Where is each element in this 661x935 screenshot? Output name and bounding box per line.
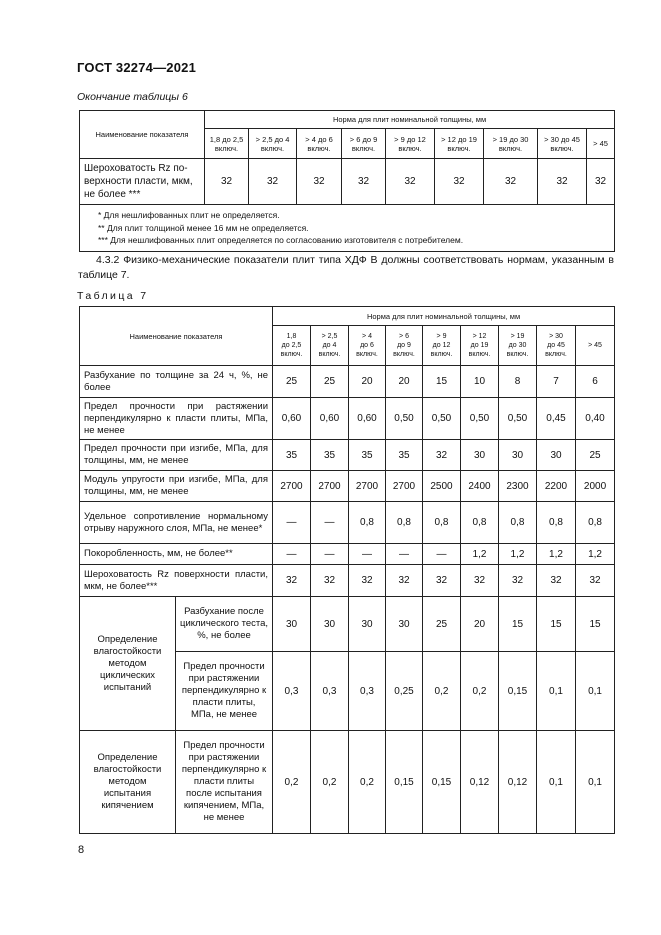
table7-row-name: Удельное сопротивление нормальному отрыву наружного слоя, МПа, не менее*: [80, 502, 273, 544]
table7-row-name: Покоробленность, мм, не более**: [80, 544, 273, 565]
table7-cell: 0,15: [386, 731, 423, 834]
table7-cell: 0,60: [349, 398, 386, 440]
table7-row-name: Разбухание по толщине за 24 ч, %, не более: [80, 366, 273, 398]
table6-row-name: Шероховатость Rz по- верхности пласти, мкм, не более ***: [80, 159, 205, 205]
table7-cell: 15: [499, 597, 537, 652]
table6-note: ** Для плит толщиной менее 16 мм не определяется.: [98, 222, 309, 233]
table7-cell: 35: [273, 440, 311, 471]
table7-cell: 15: [537, 597, 576, 652]
table7-col-header: > 4 до 6 включ.: [349, 326, 386, 366]
table7-cell: 25: [576, 440, 615, 471]
table7-cell: 6: [576, 366, 615, 398]
table7-cell: 15: [423, 366, 461, 398]
table7-cell: 0,15: [499, 652, 537, 731]
table7-col-header: > 6 до 9 включ.: [386, 326, 423, 366]
table7-cell: 32: [423, 440, 461, 471]
table7-row-name: Модуль упругости при изгибе, МПа, для толщины, мм, не менее: [80, 471, 273, 502]
table7-cell: 0,2: [311, 731, 349, 834]
table6-cell: 32: [386, 159, 435, 205]
table6-col-header: > 4 до 6 включ.: [297, 129, 342, 159]
table7-cell: 32: [273, 565, 311, 597]
table6-col-header: > 12 до 19 включ.: [435, 129, 484, 159]
table7-cell: 0,8: [386, 502, 423, 544]
table7-cell: 0,3: [349, 652, 386, 731]
table6-notes: [80, 205, 615, 252]
table7-col-header: 1,8 до 2,5 включ.: [273, 326, 311, 366]
table6-cell: 32: [587, 159, 615, 205]
table7-cell: 30: [349, 597, 386, 652]
table7-cell: —: [423, 544, 461, 565]
table7-cell: 35: [349, 440, 386, 471]
table7-cell: 0,8: [349, 502, 386, 544]
table7-cell: 0,50: [386, 398, 423, 440]
table7-cell: 0,15: [423, 731, 461, 834]
table7-cell: 0,1: [537, 731, 576, 834]
table7-cell: —: [311, 544, 349, 565]
table7-cell: 1,2: [537, 544, 576, 565]
table6-norm-header: Норма для плит номинальной толщины, мм: [205, 111, 615, 129]
table7-col-header: > 12 до 19 включ.: [461, 326, 499, 366]
table7-cell: 0,25: [386, 652, 423, 731]
table7-cell: —: [386, 544, 423, 565]
table7-cell: 0,8: [423, 502, 461, 544]
table7-cell: 20: [386, 366, 423, 398]
table7-cell: 1,2: [461, 544, 499, 565]
table7-col-header: > 30 до 45 включ.: [537, 326, 576, 366]
table7-cell: 0,2: [461, 652, 499, 731]
table7-cell: 2500: [423, 471, 461, 502]
table7-cell: 0,8: [576, 502, 615, 544]
table7-norm-header: Норма для плит номинальной толщины, мм: [273, 307, 615, 326]
table6-cell: 32: [297, 159, 342, 205]
table7-cell: 0,8: [461, 502, 499, 544]
table7-cell: 0,1: [537, 652, 576, 731]
table7-cell: 25: [273, 366, 311, 398]
table7-cell: 32: [423, 565, 461, 597]
table7-cell: 32: [311, 565, 349, 597]
table7-col-header: > 19 до 30 включ.: [499, 326, 537, 366]
table7-cell: 2700: [311, 471, 349, 502]
table7-cell: 25: [311, 366, 349, 398]
table7-cell: —: [349, 544, 386, 565]
table7-cell: 0,2: [349, 731, 386, 834]
table7-cell: 2200: [537, 471, 576, 502]
table7-cell: 0,1: [576, 652, 615, 731]
table7-cell: 2700: [273, 471, 311, 502]
table7-cell: 32: [386, 565, 423, 597]
table6-note: * Для нешлифованных плит не определяется.: [98, 210, 280, 220]
table7-cell: 20: [349, 366, 386, 398]
table6-col-header: 1,8 до 2,5 включ.: [205, 129, 249, 159]
table7-col-header: > 45: [576, 326, 615, 366]
table6-col-header: > 30 до 45 включ.: [538, 129, 587, 159]
table7-subrow-name: Предел прочности при растяжении перпендикулярно к пласти плиты после испытания кипячением, МПа, не менее: [176, 731, 273, 834]
table7-row-name: Предел прочности при растяжении перпендикулярно к пласти плиты, МПа, не менее: [80, 398, 273, 440]
table7-name-header: Наименование показателя: [80, 307, 273, 366]
table7-cell: 7: [537, 366, 576, 398]
table7-cell: 30: [273, 597, 311, 652]
table7-cell: 30: [311, 597, 349, 652]
table7-cell: 0,60: [273, 398, 311, 440]
table7-cell: 32: [499, 565, 537, 597]
table7-cell: 20: [461, 597, 499, 652]
table7-cell: 0,3: [311, 652, 349, 731]
table7-col-header: > 9 до 12 включ.: [423, 326, 461, 366]
table7-cell: 0,1: [576, 731, 615, 834]
table7-cell: 2300: [499, 471, 537, 502]
table7-cell: 2000: [576, 471, 615, 502]
table7-cell: 1,2: [576, 544, 615, 565]
section-paragraph: 4.3.2 Физико-механические показатели плит типа ХДФ В должны соответствовать нормам, указанным в таблице 7.: [78, 254, 614, 281]
table6-col-header: > 2,5 до 4 включ.: [249, 129, 297, 159]
table6-col-header: > 45: [587, 129, 615, 159]
table7-cell: 2700: [349, 471, 386, 502]
table7-cell: 30: [537, 440, 576, 471]
table7-row-name: Предел прочности при изгибе, МПа, для толщины, мм, не менее: [80, 440, 273, 471]
table6-note: *** Для нешлифованных плит определяется по согласованию изготовителя с потребителем.: [98, 235, 464, 245]
table7-cell: 0,8: [499, 502, 537, 544]
table7-cell: 25: [423, 597, 461, 652]
table7-cell: 2400: [461, 471, 499, 502]
table7-subrow-name: Разбухание после циклического теста, %, не более: [176, 597, 273, 652]
table7-cell: —: [311, 502, 349, 544]
table7-cell: 8: [499, 366, 537, 398]
table6-col-header: > 19 до 30 включ.: [484, 129, 538, 159]
table7-caption: Таблица 7: [77, 290, 149, 302]
table7-cell: 2700: [386, 471, 423, 502]
table7-cell: 0,50: [423, 398, 461, 440]
table6-cell: 32: [342, 159, 386, 205]
table6-col-header: > 9 до 12 включ.: [386, 129, 435, 159]
table7-col-header: > 2,5 до 4 включ.: [311, 326, 349, 366]
table6-cell: 32: [205, 159, 249, 205]
table7-cell: 10: [461, 366, 499, 398]
document-header-title: ГОСТ 32274—2021: [77, 60, 196, 75]
table7-cell: 0,60: [311, 398, 349, 440]
table7-cell: 0,45: [537, 398, 576, 440]
table7-subrow-name: Предел прочности при растяжении перпендикулярно к пласти плиты, МПа, не менее: [176, 652, 273, 731]
table7-cell: —: [273, 502, 311, 544]
table7-group-name: Определение влагостойкости методом циклических испытаний: [80, 597, 176, 731]
table7-cell: 0,40: [576, 398, 615, 440]
table7-cell: 0,2: [273, 731, 311, 834]
table7-group-name: Определение влагостойкости методом испытания кипячением: [80, 731, 176, 834]
table7-cell: 30: [461, 440, 499, 471]
table7-cell: 35: [311, 440, 349, 471]
table7-cell: —: [273, 544, 311, 565]
table7-cell: 0,50: [461, 398, 499, 440]
table7-cell: 15: [576, 597, 615, 652]
table6-cell: 32: [538, 159, 587, 205]
table6-col-header: > 6 до 9 включ.: [342, 129, 386, 159]
table6-cell: 32: [435, 159, 484, 205]
page-number: 8: [78, 844, 85, 856]
table7-cell: 0,8: [537, 502, 576, 544]
table7-cell: 32: [349, 565, 386, 597]
table7-cell: 0,3: [273, 652, 311, 731]
table7-cell: 35: [386, 440, 423, 471]
table7-cell: 0,2: [423, 652, 461, 731]
table7-cell: 30: [386, 597, 423, 652]
table7: [79, 306, 615, 834]
table6-cell: 32: [484, 159, 538, 205]
table7-cell: 1,2: [499, 544, 537, 565]
table7-cell: 30: [499, 440, 537, 471]
table7-cell: 32: [576, 565, 615, 597]
table6-name-header: Наименование показателя: [80, 111, 205, 159]
table7-cell: 0,12: [461, 731, 499, 834]
table7-row-name: Шероховатость Rz поверхности пласти, мкм, не более***: [80, 565, 273, 597]
table7-cell: 32: [537, 565, 576, 597]
table7-cell: 0,12: [499, 731, 537, 834]
table6-caption: Окончание таблицы 6: [77, 91, 188, 103]
table6-cell: 32: [249, 159, 297, 205]
table7-cell: 0,50: [499, 398, 537, 440]
table7-cell: 32: [461, 565, 499, 597]
table6: [79, 110, 615, 252]
